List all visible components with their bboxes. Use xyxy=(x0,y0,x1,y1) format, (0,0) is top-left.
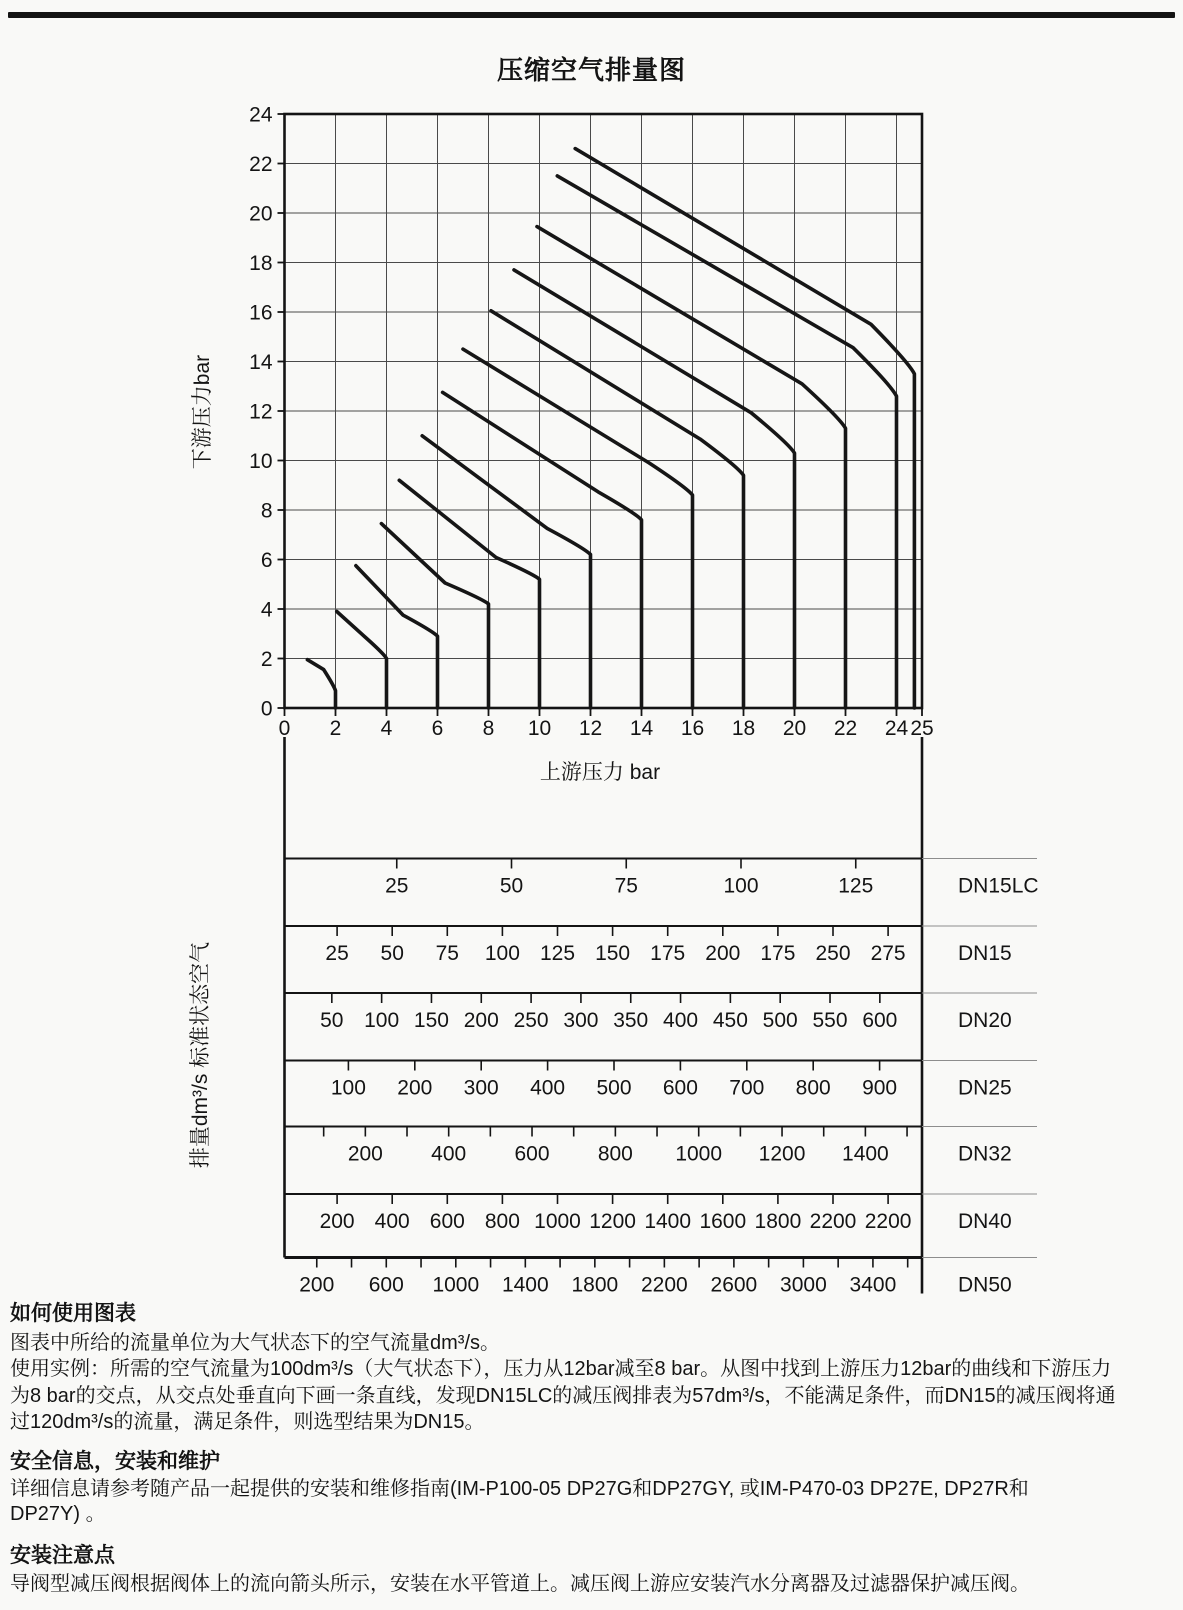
y-tick-label: 18 xyxy=(249,252,273,275)
flow-value-label: 200 xyxy=(319,1210,355,1233)
flow-value-label: 600 xyxy=(429,1210,465,1233)
flow-value-label: 500 xyxy=(596,1076,632,1100)
curve-end-20bar xyxy=(514,270,795,708)
flow-value-label: 1400 xyxy=(501,1273,549,1297)
safety-line: DP27Y) 。 xyxy=(10,1503,106,1525)
y-tick-label: 14 xyxy=(249,351,273,374)
dn-size-label: DN32 xyxy=(958,1142,1012,1166)
x-tick-label: 0 xyxy=(278,717,291,740)
flow-value-label: 25 xyxy=(385,874,409,898)
section-heading-install: 安装注意点 xyxy=(10,1544,115,1567)
x-tick-label: 6 xyxy=(431,717,444,740)
flow-value-label: 175 xyxy=(760,942,796,965)
x-tick-label: 10 xyxy=(527,717,552,740)
flow-value-label: 75 xyxy=(614,874,638,898)
flow-value-label: 1800 xyxy=(754,1210,802,1233)
y-tick-label: 0 xyxy=(260,697,273,721)
flow-value-label: 200 xyxy=(397,1076,433,1100)
flow-value-label: 1800 xyxy=(571,1273,619,1297)
y-tick-label: 20 xyxy=(249,202,273,226)
flow-value-label: 100 xyxy=(364,1009,400,1032)
flow-value-label: 200 xyxy=(463,1009,499,1032)
how-to-line: 过120dm³/s的流量，满足条件，则选型结果为DN15。 xyxy=(10,1411,485,1433)
flow-value-label: 300 xyxy=(563,1009,599,1032)
flow-value-label: 1000 xyxy=(432,1273,480,1297)
y-tick-label: 22 xyxy=(249,153,273,176)
flow-value-label: 600 xyxy=(862,1009,898,1032)
section-heading-safety: 安全信息，安装和维护 xyxy=(10,1450,220,1473)
flow-value-label: 700 xyxy=(729,1076,765,1100)
flow-value-label: 450 xyxy=(712,1009,748,1032)
flow-value-label: 150 xyxy=(595,942,631,965)
flow-value-label: 1400 xyxy=(842,1142,889,1166)
flow-value-label: 100 xyxy=(723,874,759,898)
flow-value-label: 350 xyxy=(613,1009,649,1032)
flow-value-label: 900 xyxy=(862,1076,898,1100)
y-tick-label: 6 xyxy=(260,549,273,572)
curve-end-16bar xyxy=(463,349,693,708)
flow-value-label: 2200 xyxy=(809,1210,857,1233)
flow-value-label: 800 xyxy=(484,1210,520,1233)
safety-line: 详细信息请参考随产品一起提供的安装和维修指南(IM-P100-05 DP27G和DP27GY, 或IM-P470-03 DP27E, DP27R和 xyxy=(10,1478,1029,1500)
how-to-line: 使用实例：所需的空气流量为100dm³/s（大气状态下），压力从12bar减至8 bar。从图中找到上游压力12bar的曲线和下游压力 xyxy=(10,1358,1112,1380)
flow-value-label: 1200 xyxy=(758,1142,806,1166)
dn-size-label: DN20 xyxy=(958,1009,1012,1032)
flow-value-label: 100 xyxy=(484,942,520,965)
x-tick-label: 18 xyxy=(731,717,756,740)
flow-value-label: 300 xyxy=(463,1076,499,1100)
x-tick-label: 12 xyxy=(578,717,603,740)
flow-value-label: 2200 xyxy=(864,1210,912,1233)
x-tick-label: 25 xyxy=(910,717,934,740)
flow-value-label: 1000 xyxy=(534,1210,581,1233)
flow-value-label: 200 xyxy=(299,1273,335,1297)
flow-value-label: 175 xyxy=(650,942,686,965)
x-tick-label: 20 xyxy=(782,717,807,740)
flow-value-label: 200 xyxy=(347,1142,383,1166)
x-tick-label: 14 xyxy=(629,717,654,740)
flow-value-label: 75 xyxy=(435,942,459,965)
flow-value-label: 125 xyxy=(539,942,576,965)
dn-size-label: DN40 xyxy=(958,1210,1012,1233)
dn-size-label: DN50 xyxy=(958,1273,1012,1297)
curve-end-4bar xyxy=(337,612,387,709)
curve-end-12bar xyxy=(422,436,590,708)
flow-value-label: 1200 xyxy=(589,1210,636,1233)
flow-value-label: 2200 xyxy=(641,1273,688,1297)
curve-end-6bar xyxy=(356,566,438,708)
curve-end-2bar xyxy=(307,660,335,708)
x-tick-label: 2 xyxy=(329,717,342,740)
flow-value-label: 150 xyxy=(413,1009,449,1032)
flow-value-label: 500 xyxy=(762,1009,798,1032)
flow-value-label: 275 xyxy=(870,942,906,965)
flow-value-label: 400 xyxy=(431,1142,467,1166)
flow-value-label: 550 xyxy=(812,1009,848,1032)
how-to-line: 图表中所给的流量单位为大气状态下的空气流量dm³/s。 xyxy=(10,1332,500,1354)
flow-value-label: 3000 xyxy=(780,1273,827,1297)
dn-size-label: DN15LC xyxy=(958,874,1039,898)
flow-value-label: 100 xyxy=(330,1076,366,1100)
x-tick-label: 8 xyxy=(482,717,495,740)
x-tick-label: 16 xyxy=(680,717,705,740)
flow-value-label: 400 xyxy=(530,1076,566,1100)
flow-axis-title: 排量dm³/s 标准状态空气 xyxy=(189,941,212,1169)
flow-value-label: 250 xyxy=(815,942,851,965)
flow-value-label: 2600 xyxy=(710,1273,758,1297)
flow-value-label: 400 xyxy=(374,1210,410,1233)
chart-title: 压缩空气排量图 xyxy=(496,55,686,85)
section-heading-how-to: 如何使用图表 xyxy=(10,1302,136,1325)
flow-value-label: 125 xyxy=(838,874,874,898)
flow-value-label: 600 xyxy=(368,1273,404,1297)
curve-end-8bar xyxy=(381,524,488,708)
flow-value-label: 1000 xyxy=(675,1142,723,1166)
flow-value-label: 600 xyxy=(662,1076,698,1100)
flow-value-label: 25 xyxy=(325,942,349,965)
flow-value-label: 1600 xyxy=(699,1210,747,1233)
flow-value-label: 50 xyxy=(320,1009,344,1032)
install-line: 导阀型减压阀根据阀体上的流向箭头所示，安装在水平管道上。减压阀上游应安装汽水分离器及过滤器保护减压阀。 xyxy=(10,1573,1030,1595)
dn-size-label: DN15 xyxy=(958,942,1012,965)
flow-value-label: 200 xyxy=(705,942,741,965)
y-tick-label: 24 xyxy=(249,103,273,127)
flow-value-label: 250 xyxy=(513,1009,549,1032)
flow-value-label: 600 xyxy=(514,1142,550,1166)
x-tick-label: 4 xyxy=(380,717,393,740)
y-tick-label: 4 xyxy=(260,598,273,622)
y-axis-title: 下游压力bar xyxy=(191,354,214,470)
curve-end-18bar xyxy=(491,311,744,708)
y-tick-label: 2 xyxy=(260,648,273,671)
y-tick-label: 8 xyxy=(260,499,273,523)
y-tick-label: 12 xyxy=(249,400,273,424)
flow-value-label: 50 xyxy=(380,942,404,965)
x-tick-label: 24 xyxy=(884,717,909,740)
dn-size-label: DN25 xyxy=(958,1076,1012,1100)
x-tick-label: 22 xyxy=(833,717,858,740)
flow-value-label: 800 xyxy=(597,1142,633,1166)
flow-value-label: 50 xyxy=(499,874,524,898)
y-tick-label: 10 xyxy=(249,450,273,473)
flow-value-label: 800 xyxy=(795,1076,831,1100)
flow-value-label: 1400 xyxy=(644,1210,692,1233)
flow-value-label: 3400 xyxy=(849,1273,897,1297)
how-to-line: 为8 bar的交点，从交点处垂直向下画一条直线，发现DN15LC的减压阀排表为57dm³/s，不能满足条件，而DN15的减压阀将通 xyxy=(10,1385,1116,1407)
x-axis-title: 上游压力 bar xyxy=(539,761,661,784)
flow-value-label: 400 xyxy=(663,1009,699,1032)
y-tick-label: 16 xyxy=(249,301,273,325)
